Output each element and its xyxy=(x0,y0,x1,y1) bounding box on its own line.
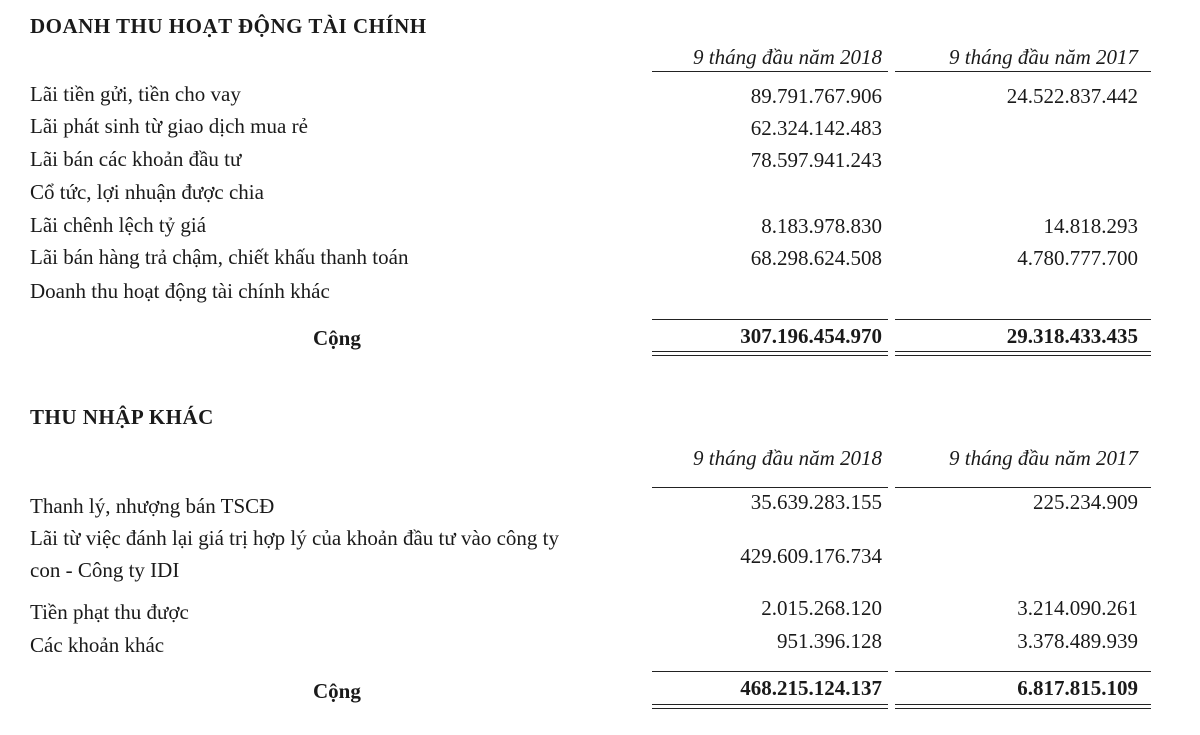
row-label: Các khoản khác xyxy=(30,633,165,657)
column-header-2018: 9 tháng đầu năm 2018 xyxy=(693,446,882,470)
total-top-rule-2018 xyxy=(652,319,888,320)
total-top-rule-2018 xyxy=(652,671,888,672)
row-label: Lãi bán các khoản đầu tư xyxy=(30,147,242,171)
row-label: Lãi chênh lệch tỷ giá xyxy=(30,213,207,237)
total-value-2018: 468.215.124.137 xyxy=(740,676,882,700)
row-label-line2: con - Công ty IDI xyxy=(30,558,180,582)
row-value-2017: 4.780.777.700 xyxy=(1017,246,1138,270)
row-label: Lãi bán hàng trả chậm, chiết khấu thanh toán xyxy=(30,245,409,269)
row-value-2018: 62.324.142.483 xyxy=(750,116,882,140)
total-double-rule-2018 xyxy=(652,351,888,356)
row-value-2017: 3.214.090.261 xyxy=(1017,596,1138,620)
row-value-2018: 68.298.624.508 xyxy=(750,246,882,270)
total-label: Cộng xyxy=(313,326,361,350)
row-label: Lãi tiền gửi, tiền cho vay xyxy=(30,82,241,106)
row-value-2017: 24.522.837.442 xyxy=(1006,84,1138,108)
row-value-2018: 35.639.283.155 xyxy=(750,490,882,514)
row-label: Lãi phát sinh từ giao dịch mua rẻ xyxy=(30,114,308,138)
header-rule-2017 xyxy=(895,487,1151,488)
total-top-rule-2017 xyxy=(895,319,1151,320)
row-label: Tiền phạt thu được xyxy=(30,600,189,624)
row-value-2017: 3.378.489.939 xyxy=(1017,629,1138,653)
column-header-2017: 9 tháng đầu năm 2017 xyxy=(949,45,1138,69)
total-value-2018: 307.196.454.970 xyxy=(740,324,882,348)
total-value-2017: 6.817.815.109 xyxy=(1017,676,1138,700)
row-value-2018: 429.609.176.734 xyxy=(740,544,882,568)
section-title: THU NHẬP KHÁC xyxy=(30,405,214,429)
total-double-rule-2017 xyxy=(895,704,1151,709)
row-value-2017: 225.234.909 xyxy=(1033,490,1138,514)
total-top-rule-2017 xyxy=(895,671,1151,672)
row-value-2018: 89.791.767.906 xyxy=(750,84,882,108)
row-label: Doanh thu hoạt động tài chính khác xyxy=(30,279,330,303)
header-rule-2018 xyxy=(652,71,888,72)
row-value-2017: 14.818.293 xyxy=(1043,214,1138,238)
row-value-2018: 2.015.268.120 xyxy=(761,596,882,620)
total-double-rule-2018 xyxy=(652,704,888,709)
total-label: Cộng xyxy=(313,679,361,703)
row-label: Cổ tức, lợi nhuận được chia xyxy=(30,180,264,204)
row-value-2018: 78.597.941.243 xyxy=(750,148,882,172)
row-value-2018: 951.396.128 xyxy=(777,629,882,653)
section-title: DOANH THU HOẠT ĐỘNG TÀI CHÍNH xyxy=(30,14,427,38)
column-header-2018: 9 tháng đầu năm 2018 xyxy=(693,45,882,69)
column-header-2017: 9 tháng đầu năm 2017 xyxy=(949,446,1138,470)
row-label: Lãi từ việc đánh lại giá trị hợp lý của khoản đầu tư vào công ty xyxy=(30,526,559,550)
row-value-2018: 8.183.978.830 xyxy=(761,214,882,238)
header-rule-2017 xyxy=(895,71,1151,72)
total-double-rule-2017 xyxy=(895,351,1151,356)
header-rule-2018 xyxy=(652,487,888,488)
row-label: Thanh lý, nhượng bán TSCĐ xyxy=(30,494,275,518)
total-value-2017: 29.318.433.435 xyxy=(1006,324,1138,348)
